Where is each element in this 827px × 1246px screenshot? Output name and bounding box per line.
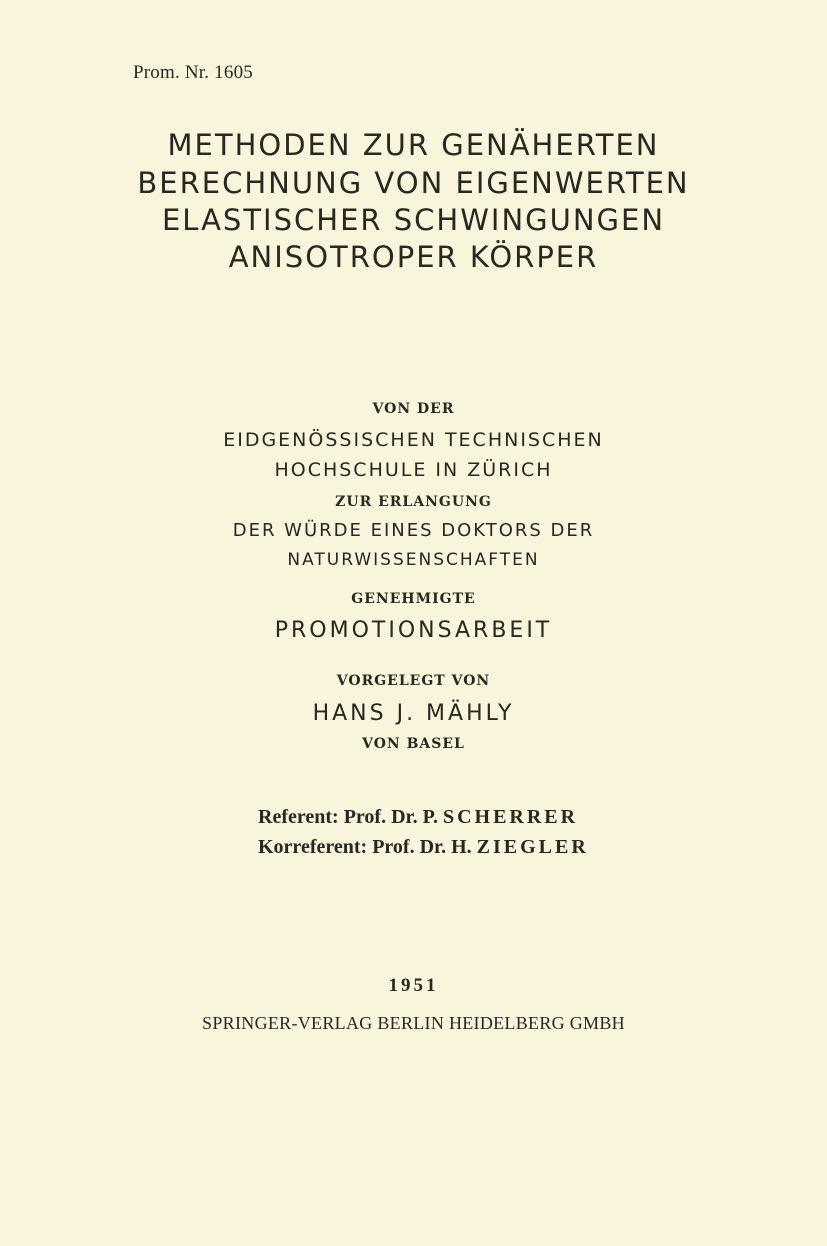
degree-line-2: NATURWISSENSCHAFTEN [287,550,540,570]
approved-label: GENEHMIGTE [351,591,476,607]
referent-line [258,806,578,829]
korreferent-line [258,836,589,859]
work-type: PROMOTIONSARBEIT [274,618,553,643]
degree-line-1: DER WÜRDE EINES DOKTORS DER [232,520,595,541]
title-line-3: ELASTISCHER SCHWINGUNGEN [161,203,666,237]
referent-label: Referent: Prof. Dr. P. [258,806,438,828]
title-line-1: METHODEN ZUR GENÄHERTEN [167,128,660,162]
title-line-4: ANISOTROPER KÖRPER [228,240,599,274]
presented-by-label: VORGELEGT VON [336,673,491,689]
referent-name: SCHERRER [442,806,579,828]
korreferent-name: ZIEGLER [476,836,589,858]
publication-year: 1951 [388,975,439,996]
degree-purpose: ZUR ERLANGUNG [335,494,492,510]
title-line-2: BERECHNUNG VON EIGENWERTEN [137,166,690,200]
korreferent-label: Korreferent: Prof. Dr. H. [258,836,472,858]
institution-line-1: EIDGENÖSSISCHEN TECHNISCHEN [223,429,604,451]
author-origin: VON BASEL [362,736,465,752]
institution-line-2: HOCHSCHULE IN ZÜRICH [274,459,553,481]
publisher: SPRINGER-VERLAG BERLIN HEIDELBERG GMBH [202,1013,625,1033]
institution-intro: VON DER [372,401,455,417]
author-name: HANS J. MÄHLY [312,701,515,726]
prom-number: Prom. Nr. 1605 [133,62,253,83]
